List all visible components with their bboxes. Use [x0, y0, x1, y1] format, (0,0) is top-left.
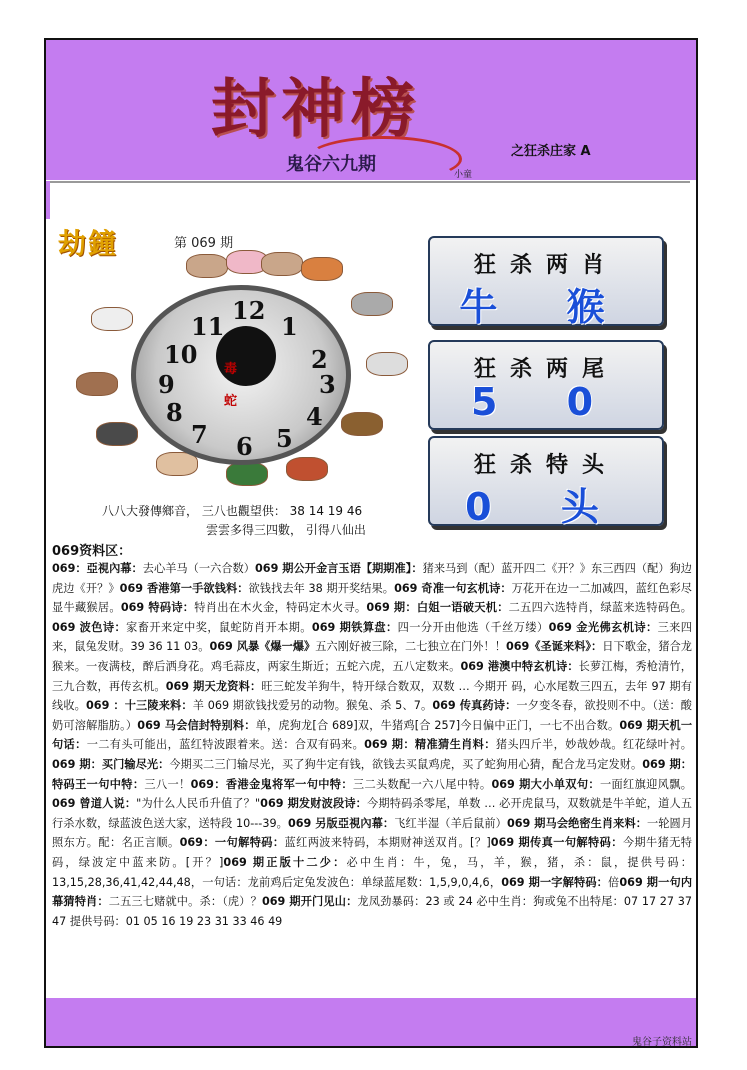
info-item-heading: 069《圣诞来料》： — [505, 640, 603, 654]
info-item-heading: 069 期天龙资料： — [165, 679, 262, 693]
clock-number: 12 — [232, 296, 266, 325]
info-item-heading: 069 传真药诗： — [432, 699, 517, 713]
section-title: 069资料区： — [52, 544, 132, 559]
info-item-text: 万花开在边一二加减四，蓝红色彩尽显牛藏猴居。 — [52, 581, 692, 615]
clock-number: 10 — [164, 340, 198, 369]
info-item-heading: 069 期天机一句话： — [52, 718, 692, 752]
info-item-text: 一轮圆月照东方。配：名正言顺。 — [52, 816, 692, 850]
info-body — [52, 559, 692, 999]
blank-banner — [50, 181, 690, 221]
info-item-text: 二五四六选特肖，绿蓝来选特码色。 — [508, 601, 692, 615]
info-item-text: "为什么人民币升值了？" — [136, 797, 261, 811]
info-item-text: 猪头四斤半，妙哉妙哉。红花绿叶衬。 — [495, 738, 692, 752]
info-item-text: 五六刚好被三除，二七独立在门外！！ — [315, 640, 506, 654]
info-item-text: 三二头数配一六八尾中特。 — [352, 777, 492, 791]
zodiac-animal-icon — [96, 422, 138, 446]
info-item-heading: 069：亞視內幕： — [52, 562, 143, 575]
info-item-heading: 069 期铁算盘： — [311, 620, 398, 634]
info-item-heading: 069 期发财波段诗： — [260, 797, 368, 811]
info-item-heading: 069 期传真一句解特码： — [490, 836, 623, 850]
info-item-heading: 069 期一字解特码： — [501, 875, 609, 889]
clock-number: 7 — [191, 420, 208, 449]
info-item-heading: 069 期一句内幕猜特肖： — [52, 875, 692, 909]
zodiac-animal-icon — [286, 457, 328, 481]
info-item-heading: 069 期：买门输尽光： — [52, 757, 170, 771]
clock-number: 3 — [319, 370, 336, 399]
info-item-heading: 069：一句解特码： — [179, 836, 285, 850]
info-item-heading: 069 期大小单双句： — [491, 777, 600, 791]
clock-word-bottom: 蛇 — [224, 394, 238, 409]
zodiac-animal-icon — [186, 254, 228, 278]
header-subtitle: 鬼谷六九期 — [286, 154, 376, 175]
zodiac-animal-icon — [226, 462, 268, 486]
info-item-heading: 069 另版亞視內幕： — [287, 816, 395, 830]
clock-number: 11 — [191, 312, 225, 341]
panel-label: 狂杀特头 — [473, 453, 618, 478]
zodiac-animal-icon — [341, 412, 383, 436]
clock-face — [131, 285, 351, 465]
clock-number: 5 — [276, 424, 293, 453]
clock-number: 9 — [158, 370, 175, 399]
zodiac-clock-illustration — [76, 252, 436, 492]
info-item-heading: 069 期正版十二少： — [223, 855, 347, 869]
info-item-heading: 069 金光佛玄机诗： — [548, 620, 658, 634]
info-item-text: 蓝红两波来特码，本期财神送双肖。[？] — [284, 836, 491, 850]
panel-kill-special-head — [428, 436, 664, 529]
clock-word-top: 毒 — [224, 362, 238, 377]
panel-value: 牛 猴 — [459, 285, 633, 329]
info-item-text: 飞红半湿（羊后鼠前） — [394, 816, 507, 830]
info-item-text: 去心羊马（一六合数） — [142, 562, 255, 575]
zodiac-animal-icon — [301, 257, 343, 281]
clock-number: 6 — [236, 432, 253, 461]
zodiac-animal-icon — [366, 352, 408, 376]
clock-number: 8 — [166, 398, 183, 427]
info-item-text: 单，虎狗龙[合 689]双，牛猪鸡[合 257]今日偏中正门，一七不出合数。 — [255, 718, 620, 732]
info-item-heading: 069 期马会绝密生肖来料： — [506, 816, 647, 830]
info-item-heading: 069 期：精准猜生肖料： — [364, 738, 496, 752]
info-item-text: 一二有头可能出，蓝红特波跟着来。送：合双有码来。 — [86, 738, 365, 752]
clock-number: 2 — [311, 345, 328, 374]
header-subtitle-small: 小童 — [454, 170, 473, 180]
zodiac-animal-icon — [76, 372, 118, 396]
page-title: 封神榜 — [211, 72, 421, 147]
panel-kill-two-zodiac — [428, 236, 664, 329]
panel-label: 狂杀两肖 — [473, 253, 618, 278]
info-item-text: 龙凤劲暴码：23 或 24 必中生肖：狗或兔不出特尾：07 17 27 37 47 提供号码：01 05 16 19 23 31 33 46 49 — [52, 895, 692, 928]
info-item-text: 日下歌金，猪合龙猴来。一夜满枝，醉后洒身花。鸡毛蒜皮，两家生斯近；五蛇六虎，五八定数来。 — [52, 640, 692, 673]
info-item-text: 今期牛猪无特码，绿波定中蓝来防。[开？] — [52, 836, 692, 869]
info-item-text: 今期买二三门输尽光，买了狗牛定有钱，欲钱去买鼠鸡虎，买了蛇狗用心猜，配合龙马定发财。 — [169, 757, 643, 771]
info-item-text: 必中生肖：牛，兔，马，羊，猴，猪，杀：鼠，提供号码：13,15,28,36,41,42,44,48，一句话：龙前鸡后定兔发波色：单绿蓝尾数：1,5,9,0,4,6， — [52, 855, 692, 889]
panel-kill-two-tail — [428, 340, 664, 430]
header-band — [46, 40, 696, 180]
info-item-heading: 069：香港金鬼将军一句中特： — [190, 777, 353, 791]
info-item-text: 二五三七赌就中。杀：（虎）？ — [108, 895, 262, 909]
issue-number: 第 069 期 — [174, 236, 234, 251]
zodiac-animal-icon — [351, 292, 393, 316]
clock-number: 4 — [306, 402, 323, 431]
info-item-text: 一夕变冬春，欲投则不中。（送：酸奶可溶解脂肪。） — [52, 699, 692, 732]
info-item-text: 欲钱找去年 38 期开奖结果。 — [248, 581, 395, 595]
info-item-heading: 069 期公开金言玉语【期期准】： — [255, 562, 423, 575]
footer-watermark: 鬼谷子资料站 — [632, 1037, 692, 1048]
info-item-heading: 069 特码诗： — [120, 601, 195, 615]
info-item-text: 倍 — [608, 875, 620, 889]
panel-label: 狂杀两尾 — [473, 357, 618, 382]
info-item-text: 四一分开由他选（千丝万缕） — [397, 620, 549, 634]
info-item-text: 羊 069 期欲钱找爱另的动物。猴兔、杀 5、7。 — [192, 699, 433, 713]
info-item-heading: 069 曾道人说： — [52, 797, 137, 811]
zodiac-animal-icon — [261, 252, 303, 276]
clock-number: 1 — [281, 312, 298, 341]
info-item-text: 旺三蛇发羊狗牛，特开绿合数双，双数 … 今期开 码，心水尾数三四五，去年 97 期有线收。 — [52, 679, 692, 713]
page-frame — [44, 38, 698, 1048]
panel-value: 0 头 — [465, 485, 627, 529]
info-item-heading: 069 期开门见山： — [261, 895, 358, 909]
info-item-heading: 069 期：特码王一句中特： — [52, 757, 692, 791]
issue-title: 劫鐘 — [58, 227, 119, 260]
info-item-heading: 069 波色诗： — [52, 620, 127, 634]
clock-center — [216, 326, 276, 386]
info-item-heading: 069 ：十三陵来料： — [86, 699, 193, 713]
info-item-text: 长萝江梅，秀枪清竹，三九合数，再传玄机。 — [52, 659, 692, 693]
brand-tag: 之狂杀庄家 A — [511, 144, 591, 159]
info-item-heading: 069 风暴《爆一爆》 — [209, 640, 316, 654]
info-item-heading: 069 奇准一句玄机诗： — [394, 581, 512, 595]
zodiac-animal-icon — [91, 307, 133, 331]
poem-line-2: 雲雲多得三四數， 引得八仙出 — [206, 523, 366, 537]
footer-band — [46, 998, 696, 1046]
info-item-text: 一面红旗迎风飘。 — [599, 777, 692, 791]
panel-value: 5 0 — [470, 380, 622, 424]
info-item-text: 三八一！ — [144, 777, 191, 791]
info-item-heading: 069 期：白姐一语破天机： — [366, 601, 509, 615]
info-item-text: 今期特码杀零尾，单数 … 必开虎鼠马，双数就是牛羊蛇，道人五行杀水数，绿蓝波色送大家，送特段 10---39。 — [52, 797, 692, 830]
info-item-text: 家畜开来定中奖，鼠蛇防肖开本期。 — [126, 620, 312, 634]
info-item-text: 特肖出在木火金，特码定木火寻。 — [194, 601, 367, 615]
info-item-heading: 069 港澳中特玄机诗： — [460, 659, 579, 673]
info-item-text: 三来四来，鼠兔发财。39 36 11 03。 — [52, 620, 692, 654]
info-item-text: 猪来马到（配）蓝开四二《开？》东三西四（配）狗边虎边《开？》 — [52, 562, 692, 595]
info-item-heading: 069 香港第一手欲钱料： — [119, 581, 249, 595]
poem-line-1: 八八大發傳鄉音， 三八也觀望供： 38 14 19 46 — [102, 504, 363, 518]
info-item-heading: 069 马会信封特别料： — [137, 718, 256, 732]
